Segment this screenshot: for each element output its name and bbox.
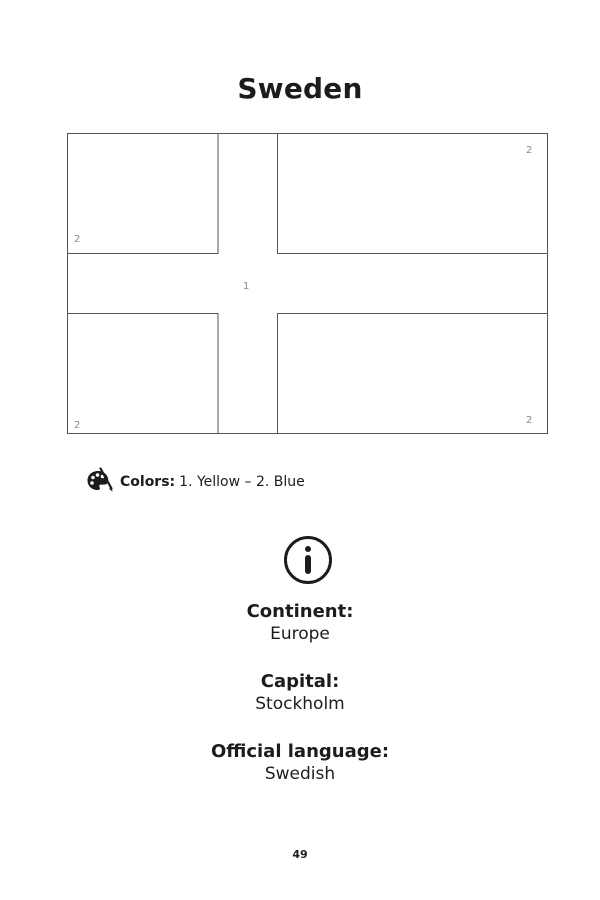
info-capital bbox=[0, 670, 600, 716]
palette-icon bbox=[86, 467, 120, 497]
flag-cross-outline bbox=[68, 134, 548, 434]
info-icon bbox=[283, 535, 333, 585]
colors-value: 1. Yellow – 2. Blue bbox=[179, 474, 305, 490]
continent-value: Europe bbox=[270, 624, 330, 644]
info-language bbox=[0, 740, 600, 786]
page-title: Sweden bbox=[237, 72, 363, 105]
page-number: 49 bbox=[292, 848, 308, 861]
colors-label: Colors: bbox=[120, 474, 176, 490]
continent-label: Continent: bbox=[246, 601, 354, 622]
region-label-bottom-left: 2 bbox=[74, 420, 81, 431]
language-value: Swedish bbox=[264, 764, 336, 784]
region-label-top-right: 2 bbox=[526, 145, 533, 156]
flag-coloring-outline bbox=[67, 133, 548, 434]
region-label-bottom-right: 2 bbox=[526, 415, 533, 426]
capital-value: Stockholm bbox=[255, 694, 345, 714]
region-label-cross: 1 bbox=[243, 281, 250, 292]
language-label: Official language: bbox=[210, 741, 390, 762]
info-continent bbox=[0, 600, 600, 646]
capital-label: Capital: bbox=[260, 671, 340, 692]
region-label-top-left: 2 bbox=[74, 234, 81, 245]
colors-legend bbox=[86, 469, 305, 495]
flag-border bbox=[68, 134, 548, 434]
